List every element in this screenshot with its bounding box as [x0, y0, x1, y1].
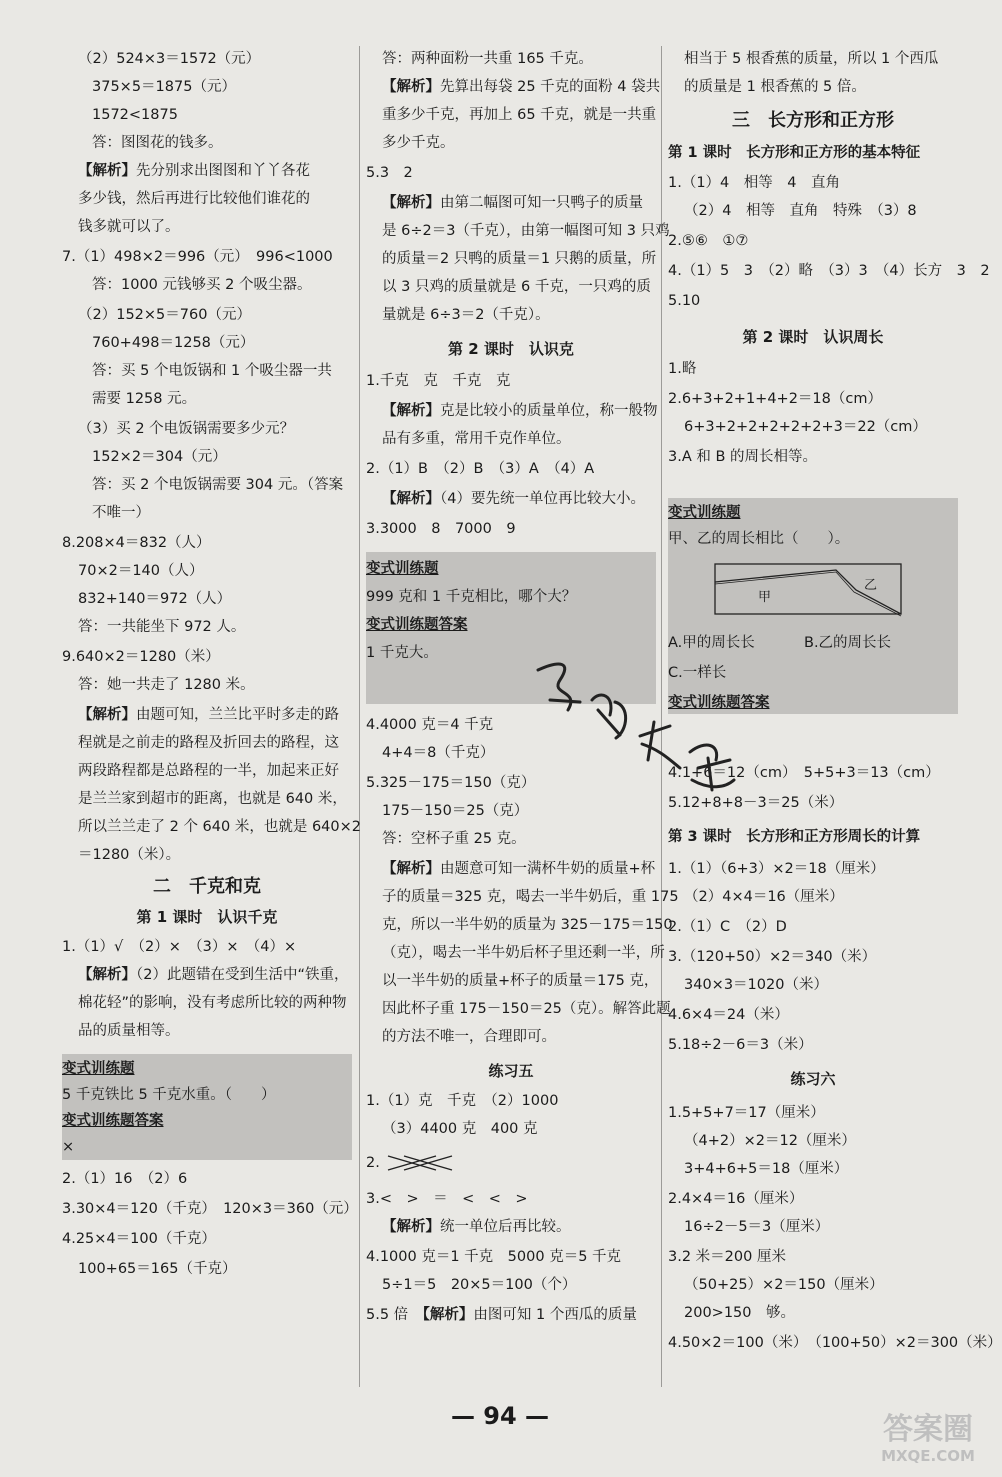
analysis-line: 量就是 6÷3＝2（千克）。 — [382, 307, 550, 323]
answer-line: （2）152×5＝760（元） — [78, 307, 251, 323]
watermark-sub: MXQE.COM — [881, 1447, 975, 1465]
answer-line: 6+3+2+2+2+2+2+3＝22（cm） — [684, 419, 927, 435]
answer-line: 需要 1258 元。 — [92, 391, 197, 407]
answer-line: 7.（1）498×2＝996（元） 996<1000 — [62, 249, 333, 265]
answer-line: 3.2 米＝200 厘米 — [668, 1249, 786, 1265]
analysis-tag: 【解析】 — [422, 1307, 474, 1323]
variant-title: 变式训练题 — [366, 561, 439, 577]
variant-answer-title: 变式训练题答案 — [366, 617, 468, 633]
analysis-text: 由题意可知一满杯牛奶的质量+杯 — [440, 861, 656, 877]
variant-question: 甲、乙的周长相比（ ）。 — [668, 531, 850, 547]
analysis-tag: 【解析】 — [382, 861, 440, 877]
answer-line: （4+2）×2＝12（厘米） — [684, 1133, 856, 1149]
analysis-text: （2）此题错在受到生活中“铁重， — [136, 967, 349, 983]
answer-line: 4.1000 克＝1 千克 5000 克＝5 千克 — [366, 1249, 622, 1265]
answer-line: 答：她一共走了 1280 米。 — [78, 677, 255, 693]
variant-title: 变式训练题 — [668, 505, 741, 521]
answer-line: （3）买 2 个电饭锅需要多少元？ — [78, 421, 295, 437]
answer-line: 3.A 和 B 的周长相等。 — [668, 449, 818, 465]
analysis-line: 多少钱，然后再进行比较他们谁花的 — [78, 191, 310, 207]
section-heading: 三 长方形和正方形 — [732, 110, 894, 131]
answer-line: 375×5＝1875（元） — [92, 79, 236, 95]
analysis-line: 以 3 只鸡的质量就是 6 千克，一只鸡的质 — [382, 279, 651, 295]
answer-line: 70×2＝140（人） — [78, 563, 204, 579]
analysis-line: 钱多就可以了。 — [78, 219, 180, 235]
analysis-tag: 【解析】 — [382, 195, 440, 211]
answer-line: 1572<1875 — [92, 107, 178, 123]
analysis-text: 统一单位后再比较。 — [440, 1219, 571, 1235]
watermark-main: 答案圈 — [883, 1412, 973, 1447]
section-heading: 二 千克和克 — [153, 876, 261, 897]
page-number: — 94 — — [450, 1402, 550, 1430]
lesson-heading: 第 2 课时 认识周长 — [742, 328, 884, 346]
analysis-line — [366, 190, 656, 216]
variant-answer: 1 千克大。 — [366, 645, 438, 661]
answer-line: 2.4×4＝16（厘米） — [668, 1191, 804, 1207]
analysis-line — [62, 702, 352, 728]
answer-line: 答：一共能坐下 972 人。 — [78, 619, 246, 635]
answer-line: 答：1000 元钱够买 2 个吸尘器。 — [92, 277, 312, 293]
analysis-tag: 【解析】 — [382, 1219, 440, 1235]
answer-line: 1.（1）√ （2）× （3）× （4）× — [62, 939, 297, 955]
answer-line: 4.50×2＝100（米） （100+50）×2＝300（米） — [668, 1335, 1002, 1351]
answer-line: 340×3＝1020（米） — [684, 977, 828, 993]
answer-line: （2）524×3＝1572（元） — [78, 51, 261, 67]
analysis-line — [62, 962, 352, 988]
analysis-line: 的方法不唯一，合理即可。 — [382, 1029, 556, 1045]
answer-line: 2.（1）16 （2）6 — [62, 1171, 188, 1187]
answer-line: 2.（1）B （2）B （3）A （4）A — [366, 461, 595, 477]
answer-line: 3.< > ＝ < < > — [366, 1191, 528, 1207]
analysis-line — [366, 398, 656, 424]
answer-text: 5.5 倍 — [366, 1307, 409, 1323]
answer-line: 1.（1）克 千克 （2）1000 — [366, 1093, 559, 1109]
answer-line: 2.（1）C （2）D — [668, 919, 787, 935]
analysis-line — [366, 1214, 656, 1240]
answer-line: 4.4000 克＝4 千克 — [366, 717, 494, 733]
answer-line: 5.325－175＝150（克） — [366, 775, 536, 791]
analysis-text: 克是比较小的质量单位，称一般物 — [440, 403, 658, 419]
answer-line: 3.30×4＝120（千克） 120×3＝360（元） — [62, 1201, 358, 1217]
analysis-line: 克，所以一半牛奶的质量为 325－175＝150 — [382, 917, 673, 933]
analysis-tag: 【解析】 — [78, 163, 136, 179]
answer-line: 答：买 5 个电饭锅和 1 个吸尘器一共 — [92, 363, 332, 379]
analysis-line — [62, 158, 352, 184]
answer-line: 4.25×4＝100（千克） — [62, 1231, 216, 1247]
option-b: B.乙的周长长 — [804, 635, 892, 651]
answer-line: （2）4×4＝16（厘米） — [684, 889, 844, 905]
variant-answer: × — [62, 1139, 75, 1155]
answer-line: 4.（1）5 3 （2）略 （3）3 （4）长方 3 2 — [668, 263, 990, 279]
answer-line: 200>150 够。 — [684, 1305, 796, 1321]
watermark-logo — [868, 1412, 988, 1468]
answer-line: （3）4400 克 400 克 — [382, 1121, 538, 1137]
answer-line: 1.千克 克 千克 克 — [366, 373, 511, 389]
analysis-line: 多少千克。 — [382, 135, 455, 151]
analysis-text: 由题可知，兰兰比平时多走的路 — [136, 707, 339, 723]
answer-line: 5.3 2 — [366, 165, 413, 181]
analysis-tag: 【解析】 — [382, 491, 440, 507]
analysis-line: 品有多重，常用千克作单位。 — [382, 431, 571, 447]
analysis-line: 的质量是 1 根香蕉的 5 倍。 — [684, 79, 866, 95]
analysis-text: 由第二幅图可知一只鸭子的质量 — [440, 195, 643, 211]
analysis-line: （克），喝去一半牛奶后杯子里还剩一半，所 — [382, 945, 665, 961]
analysis-line: 是 6÷2＝3（千克），由第一幅图可知 3 只鸡 — [382, 223, 670, 239]
answer-line: 8.208×4＝832（人） — [62, 535, 211, 551]
variant-question: 5 千克铁比 5 千克水重。（ ） — [62, 1087, 276, 1103]
answer-line: 832+140＝972（人） — [78, 591, 232, 607]
analysis-line — [366, 1302, 656, 1328]
answer-line: 1.略 — [668, 361, 697, 377]
answer-line: 1.（1）（6+3）×2＝18（厘米） — [668, 861, 885, 877]
answer-line: 4+4＝8（千克） — [382, 745, 495, 761]
answer-line: 5.10 — [668, 293, 701, 309]
answer-line: 175－150＝25（克） — [382, 803, 529, 819]
answer-line: 100+65＝165（千克） — [78, 1261, 237, 1277]
analysis-tag: 【解析】 — [78, 967, 136, 983]
option-a: A.甲的周长长 — [668, 635, 755, 651]
lesson-heading: 第 1 课时 认识千克 — [136, 908, 278, 926]
answer-line: 3+4+6+5＝18（厘米） — [684, 1161, 849, 1177]
variant-answer-title: 变式训练题答案 — [62, 1113, 164, 1129]
column-divider — [359, 46, 360, 1387]
answer-line: 不唯一） — [92, 505, 150, 521]
answer-line: 答：空杯子重 25 克。 — [382, 831, 526, 847]
analysis-line: 两段路程都是总路程的一半，加起来正好 — [78, 763, 339, 779]
answer-line: 2.6+3+2+1+4+2＝18（cm） — [668, 391, 882, 407]
analysis-line — [366, 74, 661, 100]
analysis-line: 因此杯子重 175－150＝25（克）。解答此题 — [382, 1001, 671, 1017]
answer-line: 9.640×2＝1280（米） — [62, 649, 220, 665]
analysis-line: 所以兰兰走了 2 个 640 米，也就是 640×2 — [78, 819, 361, 835]
lesson-heading: 第 3 课时 长方形和正方形周长的计算 — [668, 829, 921, 845]
answer-line: 4.6×4＝24（米） — [668, 1007, 789, 1023]
analysis-line: 相当于 5 根香蕉的质量，所以 1 个西瓜 — [684, 51, 939, 67]
analysis-line: 重多少千克，再加上 65 千克，就是一共重 — [382, 107, 657, 123]
analysis-text: 先算出每袋 25 千克的面粉 4 袋共 — [440, 79, 661, 95]
answer-line: 760+498＝1258（元） — [92, 335, 255, 351]
lesson-heading: 第 1 课时 长方形和正方形的基本特征 — [668, 145, 921, 161]
figure-label-jia: 甲 — [758, 590, 772, 605]
answer-line: 3.（120+50）×2＝340（米） — [668, 949, 877, 965]
matching-answer — [366, 1150, 656, 1176]
analysis-line: 子的质量＝325 克，喝去一半牛奶后，重 175 — [382, 889, 679, 905]
analysis-line: 以一半牛奶的质量+杯子的质量＝175 克， — [382, 973, 659, 989]
analysis-text: 由图可知 1 个西瓜的质量 — [473, 1307, 637, 1323]
answer-line: 16÷2－5＝3（厘米） — [684, 1219, 830, 1235]
variant-answer-title: 变式训练题答案 — [668, 695, 770, 711]
answer-line: （2）4 相等 直角 特殊 （3）8 — [684, 203, 917, 219]
analysis-line: 是兰兰家到超市的距离，也就是 640 米， — [78, 791, 347, 807]
lesson-heading: 第 2 课时 认识克 — [448, 340, 574, 358]
analysis-line: 品的质量相等。 — [78, 1023, 180, 1039]
analysis-tag: 【解析】 — [382, 403, 440, 419]
answer-line: 5.18÷2－6＝3（米） — [668, 1037, 813, 1053]
handwritten-scribble — [520, 640, 750, 800]
matching-lines-icon — [384, 1152, 456, 1174]
analysis-text: 先分别求出图图和丫丫各花 — [136, 163, 310, 179]
answer-line: 5÷1＝5 20×5＝100（个） — [382, 1277, 577, 1293]
analysis-line — [366, 486, 656, 512]
exercise-heading: 练习五 — [488, 1062, 534, 1080]
analysis-tag: 【解析】 — [78, 707, 136, 723]
answer-line: 2.⑤⑥ ①⑦ — [668, 233, 749, 249]
analysis-tag: 【解析】 — [382, 79, 440, 95]
question-number: 2. — [366, 1155, 380, 1171]
answer-line: 答：买 2 个电饭锅需要 304 元。（答案 — [92, 477, 344, 493]
answer-line: 152×2＝304（元） — [92, 449, 227, 465]
answer-line: 答：图图花的钱多。 — [92, 135, 223, 151]
answer-line: 5.12+8+8－3＝25（米） — [668, 795, 844, 811]
analysis-line: 程就是之前走的路程及折回去的路程，这 — [78, 735, 339, 751]
figure-label-yi: 乙 — [864, 578, 878, 593]
answer-line: 1.5+5+7＝17（厘米） — [668, 1105, 825, 1121]
exercise-heading: 练习六 — [790, 1070, 836, 1088]
answer-line: 4.1+6＝12（cm） 5+5+3＝13（cm） — [668, 765, 940, 781]
variant-question: 999 克和 1 千克相比，哪个大？ — [366, 589, 577, 605]
answer-line: 3.3000 8 7000 9 — [366, 521, 516, 537]
variant-title: 变式训练题 — [62, 1061, 135, 1077]
answer-line: （50+25）×2＝150（厘米） — [684, 1277, 884, 1293]
analysis-line: 的质量＝2 只鸭的质量＝1 只鹅的质量，所 — [382, 251, 657, 267]
answer-line: 1.（1）4 相等 4 直角 — [668, 175, 841, 191]
answer-line: 答：两种面粉一共重 165 千克。 — [382, 51, 593, 67]
option-c: C.一样长 — [668, 665, 727, 681]
analysis-line: ＝1280（米）。 — [78, 847, 181, 863]
analysis-line — [366, 856, 656, 882]
analysis-text: （4）要先统一单位再比较大小。 — [440, 491, 645, 507]
analysis-line: 棉花轻”的影响，没有考虑所比较的两种物 — [78, 995, 347, 1011]
